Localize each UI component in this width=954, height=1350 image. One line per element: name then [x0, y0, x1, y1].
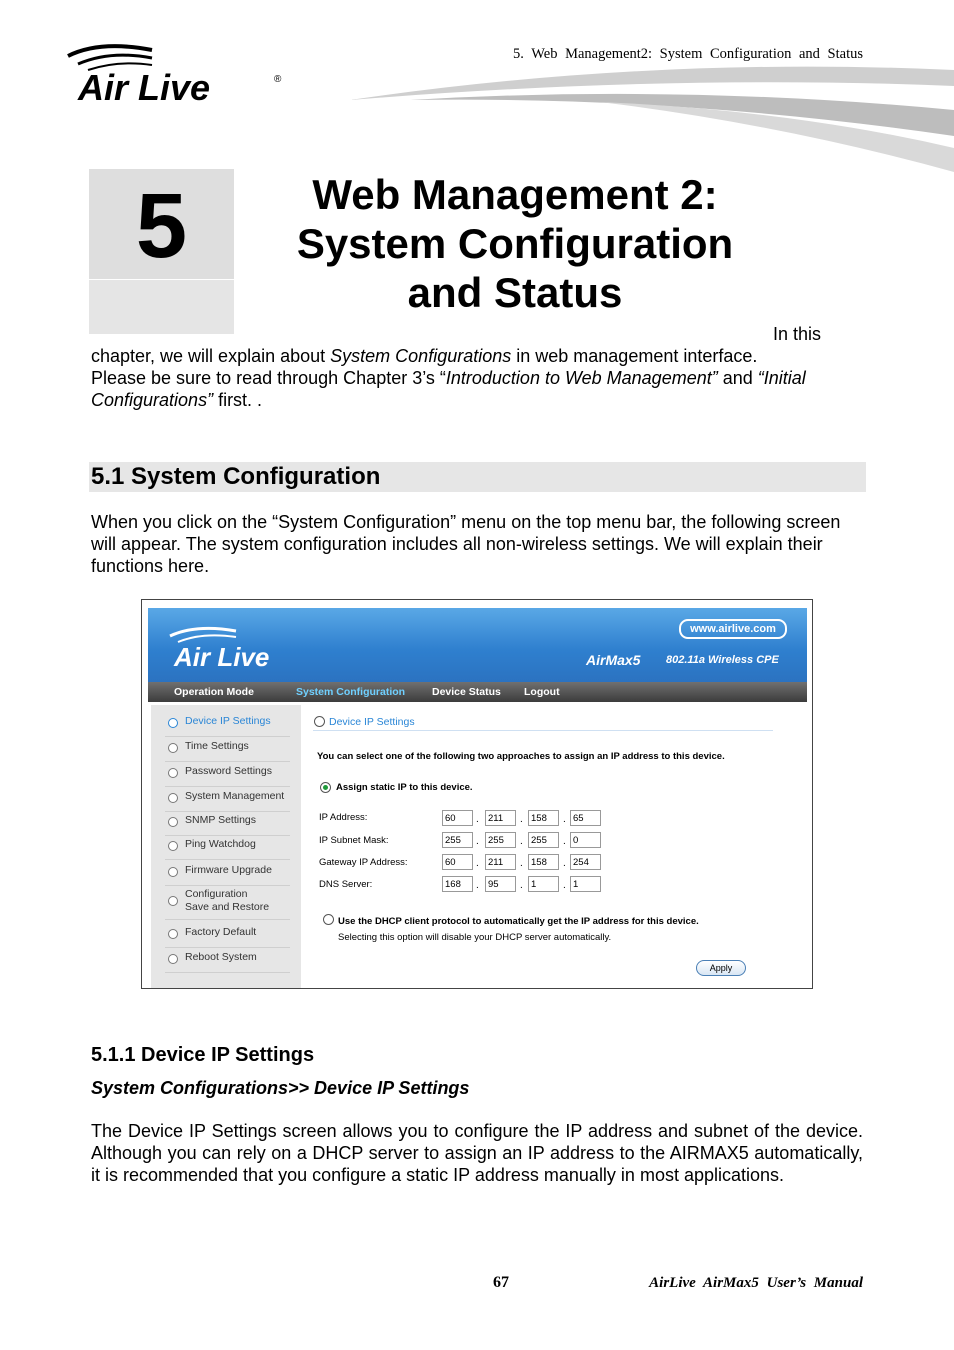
intro-lead: In this	[773, 324, 822, 344]
gateway-octet-input[interactable]: 211	[485, 854, 516, 870]
dns-octet-input[interactable]: 1	[570, 876, 601, 892]
screenshot-logo	[166, 624, 336, 672]
product-subtitle: 802.11a Wireless CPE	[666, 654, 779, 666]
bullet-icon	[168, 929, 178, 939]
ip-address-label: IP Address:	[319, 812, 368, 823]
bullet-icon	[168, 718, 178, 728]
sidebar-item-system-management[interactable]: System Management	[165, 790, 290, 812]
sidebar-item-ping-watchdog[interactable]: Ping Watchdog	[165, 838, 290, 860]
airlive-url-badge: www.airlive.com	[679, 619, 787, 639]
dhcp-radio[interactable]	[323, 914, 334, 925]
subnet-mask-label: IP Subnet Mask:	[319, 835, 389, 846]
sidebar-item-factory-default[interactable]: Factory Default	[165, 926, 290, 948]
static-ip-label: Assign static IP to this device.	[336, 782, 473, 793]
product-name: AirMax5	[586, 652, 641, 668]
svg-text:®: ®	[274, 74, 282, 85]
content-divider	[313, 730, 773, 731]
apply-button[interactable]: Apply	[696, 960, 746, 976]
sidebar-item-device-ip[interactable]: Device IP Settings	[165, 715, 290, 737]
sidebar-item-firmware[interactable]: Firmware Upgrade	[165, 864, 290, 886]
menu-logout[interactable]: Logout	[524, 686, 560, 698]
dhcp-note: Selecting this option will disable your DHCP server automatically.	[338, 932, 612, 943]
screenshot-banner	[148, 608, 807, 683]
bullet-icon	[168, 817, 178, 827]
bullet-icon	[168, 867, 178, 877]
subnet-octet-input[interactable]: 0	[570, 832, 601, 848]
web-ui-screenshot: Air Live www.airlive.com AirMax5 802.11a Wireless CPE Operation Mode System Configuration Device Status Logout Device IP Settings Time Settings Password Settings System Management SNMP Settings Ping Watchdog Firmware Upgrade Configuration Save and Restore Factory Default Reboot System Device IP Settings You can select one of the following two approaches to assign an IP address to this device. Assign static IP to this device. IP Address: 60 . 211 . 158 . 65 IP Subnet Mask: 255 . 255 . 255 . 0 Gateway IP Address: 60 . 211 . 158 . 254 DNS Server: 168 . 95 . 1 . 1 Use the DHCP client protocol to automatically get the IP address for this device. Selecting this option will disable your DHCP server automatically. Apply	[141, 599, 813, 989]
bullet-icon	[168, 896, 178, 906]
menu-device-status[interactable]: Device Status	[432, 686, 501, 698]
ip-octet-input[interactable]: 158	[528, 810, 559, 826]
gateway-octet-input[interactable]: 254	[570, 854, 601, 870]
manual-title: AirLive AirMax5 User’s Manual	[649, 1275, 863, 1291]
svg-text:Air Live: Air Live	[78, 67, 211, 106]
gateway-octet-input[interactable]: 60	[442, 854, 473, 870]
bullet-icon	[168, 793, 178, 803]
chapter-title: Web Management 2: System Configuration and Status	[296, 171, 734, 316]
sidebar-item-reboot[interactable]: Reboot System	[165, 951, 290, 973]
airlive-logo	[60, 40, 290, 106]
subsection-paragraph: The Device IP Settings screen allows you to configure the IP address and subnet of the device. Although you can rely on a DHCP server to assign an IP address to the AIRMAX5 automatically, it is recommended that you configure a static IP address manually in most applications.	[91, 1121, 863, 1185]
menu-operation-mode[interactable]: Operation Mode	[174, 686, 254, 698]
svg-text:Air Live: Air Live	[174, 642, 270, 672]
ip-octet-input[interactable]: 65	[570, 810, 601, 826]
running-header: 5. Web Management2: System Configuration and Status	[513, 46, 863, 62]
bullet-icon	[168, 743, 178, 753]
dns-octet-input[interactable]: 168	[442, 876, 473, 892]
ip-octet-input[interactable]: 60	[442, 810, 473, 826]
subsection-title: 5.1.1 Device IP Settings	[91, 1044, 315, 1066]
menu-path: System Configurations>> Device IP Settings	[91, 1078, 470, 1098]
section-paragraph: When you click on the “System Configuration” menu on the top menu bar, the following screen will appear. The system configuration includes all non-wireless settings. We will explain their functions here.	[91, 512, 841, 576]
subnet-octet-input[interactable]: 255	[485, 832, 516, 848]
sidebar-item-password[interactable]: Password Settings	[165, 765, 290, 787]
bullet-icon	[168, 841, 178, 851]
intro-paragraph: chapter, we will explain about System Configurations in web management interface. Please be sure to read through Chapter 3’s “Introduction to Web Management” and “Initial Configurations” first. .	[91, 346, 806, 410]
bullet-icon	[168, 954, 178, 964]
header-swoosh	[350, 66, 954, 176]
settings-sidebar	[151, 705, 301, 989]
sidebar-item-time[interactable]: Time Settings	[165, 740, 290, 762]
page-number: 67	[493, 1274, 509, 1291]
ip-octet-input[interactable]: 211	[485, 810, 516, 826]
dns-octet-input[interactable]: 1	[528, 876, 559, 892]
gateway-octet-input[interactable]: 158	[528, 854, 559, 870]
bullet-icon	[168, 768, 178, 778]
sidebar-item-config-save[interactable]: Configuration Save and Restore	[165, 888, 290, 920]
title-bullet-icon	[314, 716, 325, 727]
subnet-octet-input[interactable]: 255	[442, 832, 473, 848]
static-ip-radio[interactable]	[320, 782, 331, 793]
menu-system-configuration[interactable]: System Configuration	[296, 686, 406, 698]
gateway-label: Gateway IP Address:	[319, 857, 408, 868]
sidebar-item-snmp[interactable]: SNMP Settings	[165, 814, 290, 836]
instruction-text: You can select one of the following two approaches to assign an IP address to this device.	[317, 751, 725, 762]
content-title: Device IP Settings	[329, 716, 415, 728]
dns-label: DNS Server:	[319, 879, 373, 890]
subnet-octet-input[interactable]: 255	[528, 832, 559, 848]
section-title: 5.1 System Configuration	[91, 463, 381, 490]
chapter-box-lower	[89, 280, 234, 334]
dhcp-label: Use the DHCP client protocol to automatically get the IP address for this device.	[338, 916, 699, 927]
top-menu-bar	[148, 682, 807, 702]
chapter-number: 5	[135, 175, 188, 277]
dns-octet-input[interactable]: 95	[485, 876, 516, 892]
